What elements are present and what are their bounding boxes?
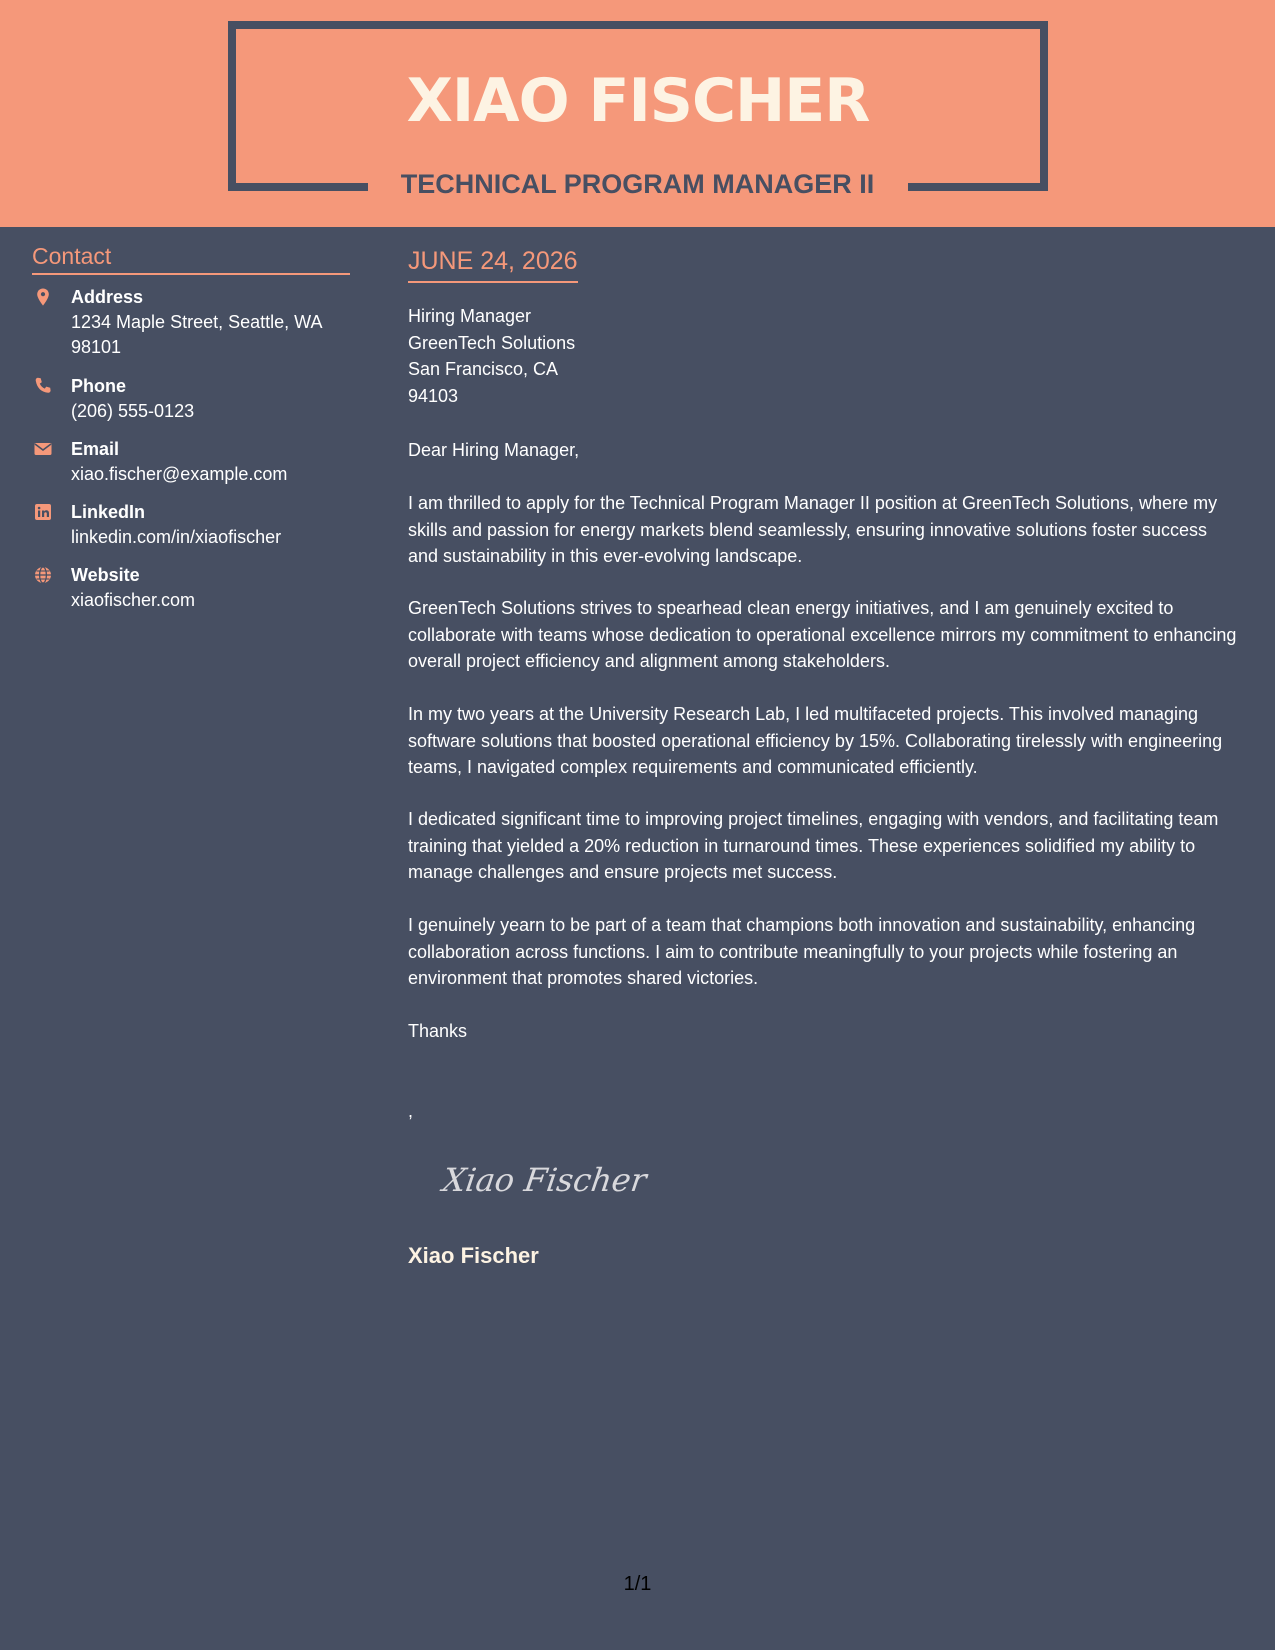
contact-heading: Contact [32,240,350,275]
recipient-line: 94103 [408,385,459,406]
website-link[interactable]: xiaofischer.com [71,590,196,610]
recipient-line: Hiring Manager [408,306,532,326]
contact-label: Email [71,439,120,459]
header-frame-bottom-left [228,183,368,191]
phone-icon [34,377,52,395]
globe-icon [34,566,52,584]
closing-comma: , [408,1101,414,1121]
handwritten-signature: Xiao Fischer [440,1161,649,1199]
salutation: Dear Hiring Manager, [408,440,580,460]
letter-paragraph: GreenTech Solutions strives to spearhead clean energy initiatives, and I am genuinely excited to collaborate with teams whose dedication to operational excellence mirrors my commitment to enhancing overall project efficiency and alignment among stakeholders. [408,598,1237,671]
letter-paragraph: I dedicated significant time to improving project timelines, engaging with vendors, and facilitating team training that yielded a 20% reduction in turnaround times. These experiences solidified my ability to manage challenges and ensure projects met success. [408,809,1219,882]
contact-label: Address [71,287,144,307]
recipient-block [408,303,1238,409]
recipient-line: GreenTech Solutions [408,332,576,353]
email-link[interactable]: xiao.fischer@example.com [71,464,288,484]
contact-label: Website [71,565,140,585]
job-title: TECHNICAL PROGRAM MANAGER II [400,169,875,199]
envelope-icon [34,440,52,458]
applicant-name: XIAO FISCHER [406,66,870,136]
linkedin-icon [34,503,52,521]
linkedin-link[interactable]: linkedin.com/in/xiaofischer [71,527,282,547]
letter-paragraph: I am thrilled to apply for the Technical Program Manager II position at GreenTech Solutions, where my skills and passion for energy markets blend seamlessly, ensuring innovative solutions foster success and sustainability in this ever-evolving landscape. [408,493,1218,566]
contact-label: Phone [71,376,127,396]
closing: Thanks [408,1021,468,1041]
contact-label: LinkedIn [71,502,146,522]
letter-paragraph: In my two years at the University Research Lab, I led multifaceted projects. This involved managing software solutions that boosted operational efficiency by 15%. Collaborating tirelessly with engineering teams, I navigated complex requirements and communicated efficiently. [408,704,1223,777]
contact-value: 1234 Maple Street, Seattle, WA 98101 [71,312,322,357]
letter-date: JUNE 24, 2026 [408,244,578,283]
location-pin-icon [34,288,52,306]
header-banner [0,0,1275,227]
header-frame-bottom-right [908,183,1048,191]
signer-name: Xiao Fischer [408,1243,539,1268]
page-number: 1/1 [623,1573,652,1595]
contact-value: (206) 555-0123 [71,401,195,421]
letter-paragraph: I genuinely yearn to be part of a team that champions both innovation and sustainability, enhancing collaboration across functions. I aim to contribute meaningfully to your projects while fostering an environment that promotes shared victories. [408,915,1196,988]
recipient-line: San Francisco, CA [408,359,559,379]
